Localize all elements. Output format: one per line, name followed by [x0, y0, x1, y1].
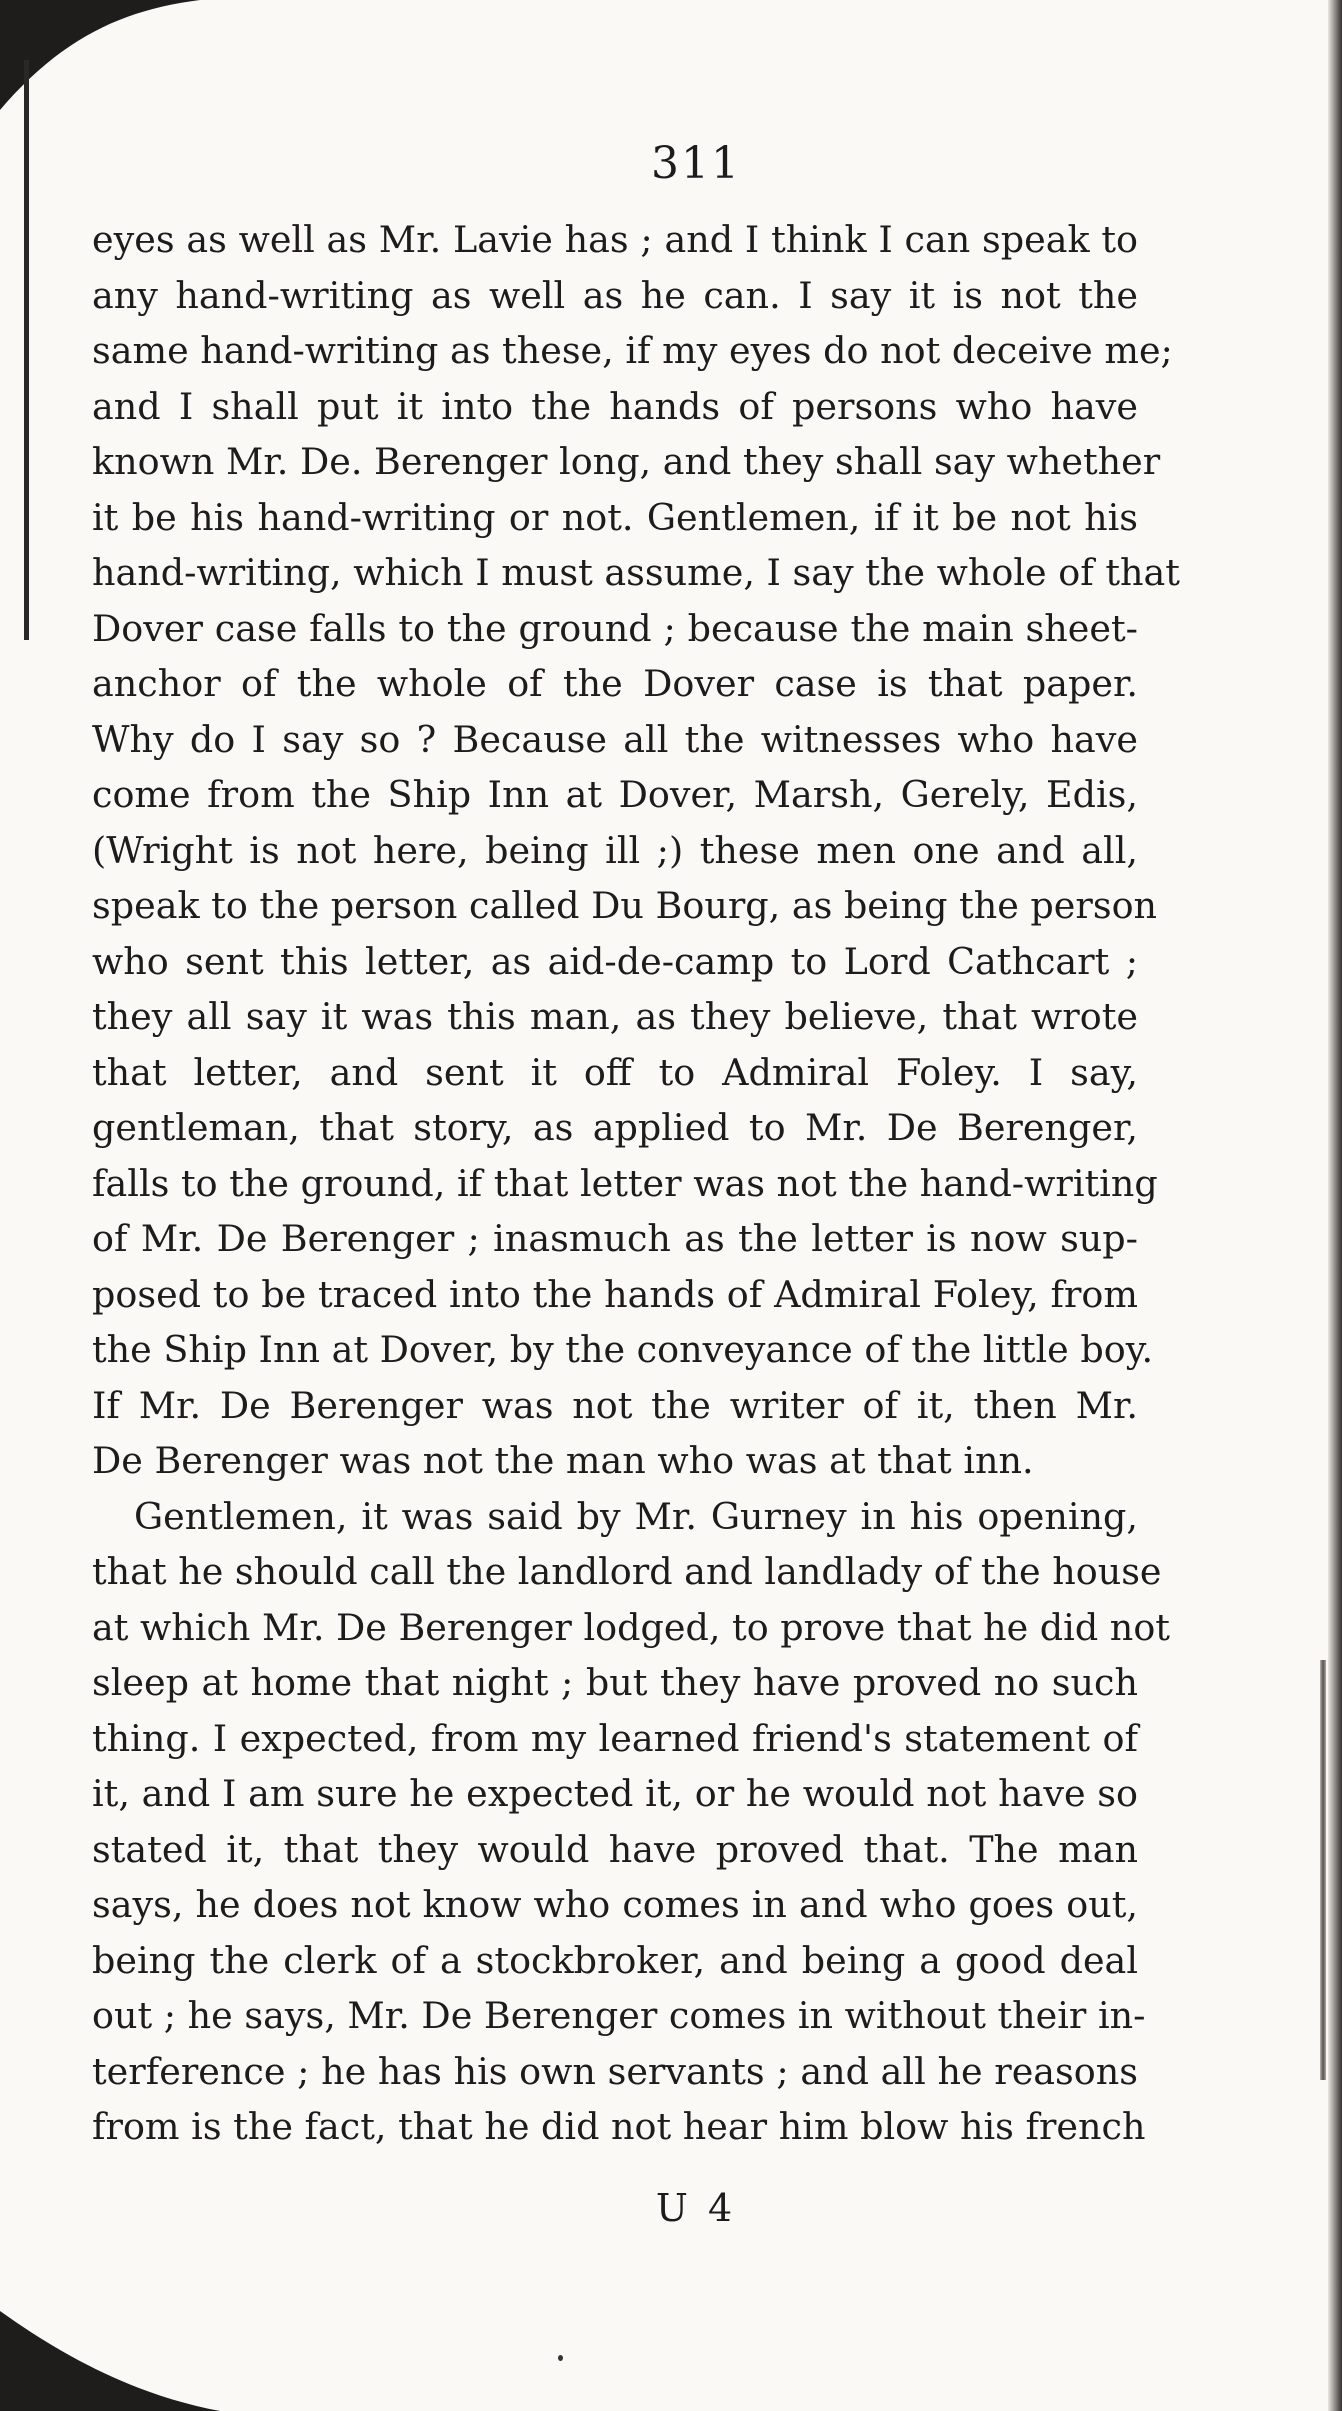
text-line: that he should call the landlord and landlady of the house — [92, 1550, 1162, 1593]
text-line: they all say it was this man, as they believe, that wrote — [92, 995, 1138, 1038]
signature-mark: U 4 — [655, 2186, 737, 2230]
text-line: it, and I am sure he expected it, or he would not have so — [92, 1772, 1138, 1815]
text-line: terference ; he has his own servants ; and all he reasons — [92, 2049, 1138, 2093]
text-line: come from the Ship Inn at Dover, Marsh, Gerely, Edis, — [92, 773, 1138, 816]
page-binding-edge — [1328, 0, 1342, 2411]
text-line: at which Mr. De Berenger lodged, to prove that he did not — [92, 1605, 1170, 1649]
text-line: Dover case falls to the ground ; because the main sheet- — [92, 606, 1138, 650]
text-line: hand-writing, which I must assume, I say the whole of that — [92, 551, 1180, 594]
text-line: being the clerk of a stockbroker, and being a good deal — [92, 1938, 1138, 1982]
text-line: sleep at home that night ; but they have proved no such — [92, 1661, 1138, 1704]
paragraph-start-line: Gentlemen, it was said by Mr. Gurney in his opening, — [134, 1494, 1138, 1538]
text-line: Why do I say so ? Because all the witnesses who have — [92, 717, 1138, 761]
text-line: and I shall put it into the hands of persons who have — [92, 384, 1138, 428]
text-line: posed to be traced into the hands of Admiral Foley, from — [92, 1272, 1138, 1316]
text-line: of Mr. De Berenger ; inasmuch as the letter is now sup- — [92, 1217, 1138, 1260]
text-line: who sent this letter, as aid-de-camp to Lord Cathcart ; — [92, 939, 1138, 983]
text-line: falls to the ground, if that letter was not the hand-writing — [92, 1161, 1158, 1205]
page-number: 311 — [651, 138, 741, 189]
text-line: says, he does not know who comes in and who goes out, — [92, 1883, 1138, 1926]
paragraph-end-line: De Berenger was not the man who was at that inn. — [92, 1439, 1034, 1482]
text-line: same hand-writing as these, if my eyes do not deceive me; — [92, 329, 1173, 372]
scan-edge-mark — [1320, 1660, 1326, 2080]
text-line: that letter, and sent it off to Admiral Foley. I say, — [92, 1050, 1138, 1094]
text-line: speak to the person called Du Bourg, as being the person — [92, 884, 1158, 927]
text-line: any hand-writing as well as he can. I say it is not the — [92, 273, 1138, 317]
text-line: eyes as well as Mr. Lavie has ; and I think I can speak to — [92, 218, 1138, 261]
scan-corner-shadow-top — [0, 0, 200, 120]
text-line: stated it, that they would have proved that. The man — [92, 1827, 1138, 1871]
text-line: out ; he says, Mr. De Berenger comes in without their in- — [92, 1994, 1146, 2037]
body-text — [92, 212, 1180, 2155]
text-line: gentleman, that story, as applied to Mr. De Berenger, — [92, 1106, 1138, 1149]
text-line: thing. I expected, from my learned friend's statement of — [92, 1716, 1138, 1760]
scan-corner-shadow-bottom — [0, 2301, 220, 2411]
text-line: it be his hand-writing or not. Gentlemen, if it be not his — [92, 495, 1138, 539]
text-line: from is the fact, that he did not hear him blow his french — [92, 2105, 1146, 2148]
text-line: (Wright is not here, being ill ;) these men one and all, — [92, 828, 1138, 872]
scan-speck — [558, 2355, 563, 2361]
text-line: the Ship Inn at Dover, by the conveyance of the little boy. — [92, 1328, 1154, 1371]
text-line: anchor of the whole of the Dover case is that paper. — [92, 662, 1138, 705]
text-line: If Mr. De Berenger was not the writer of it, then Mr. — [92, 1383, 1138, 1427]
text-line: known Mr. De. Berenger long, and they shall say whether — [92, 440, 1161, 483]
